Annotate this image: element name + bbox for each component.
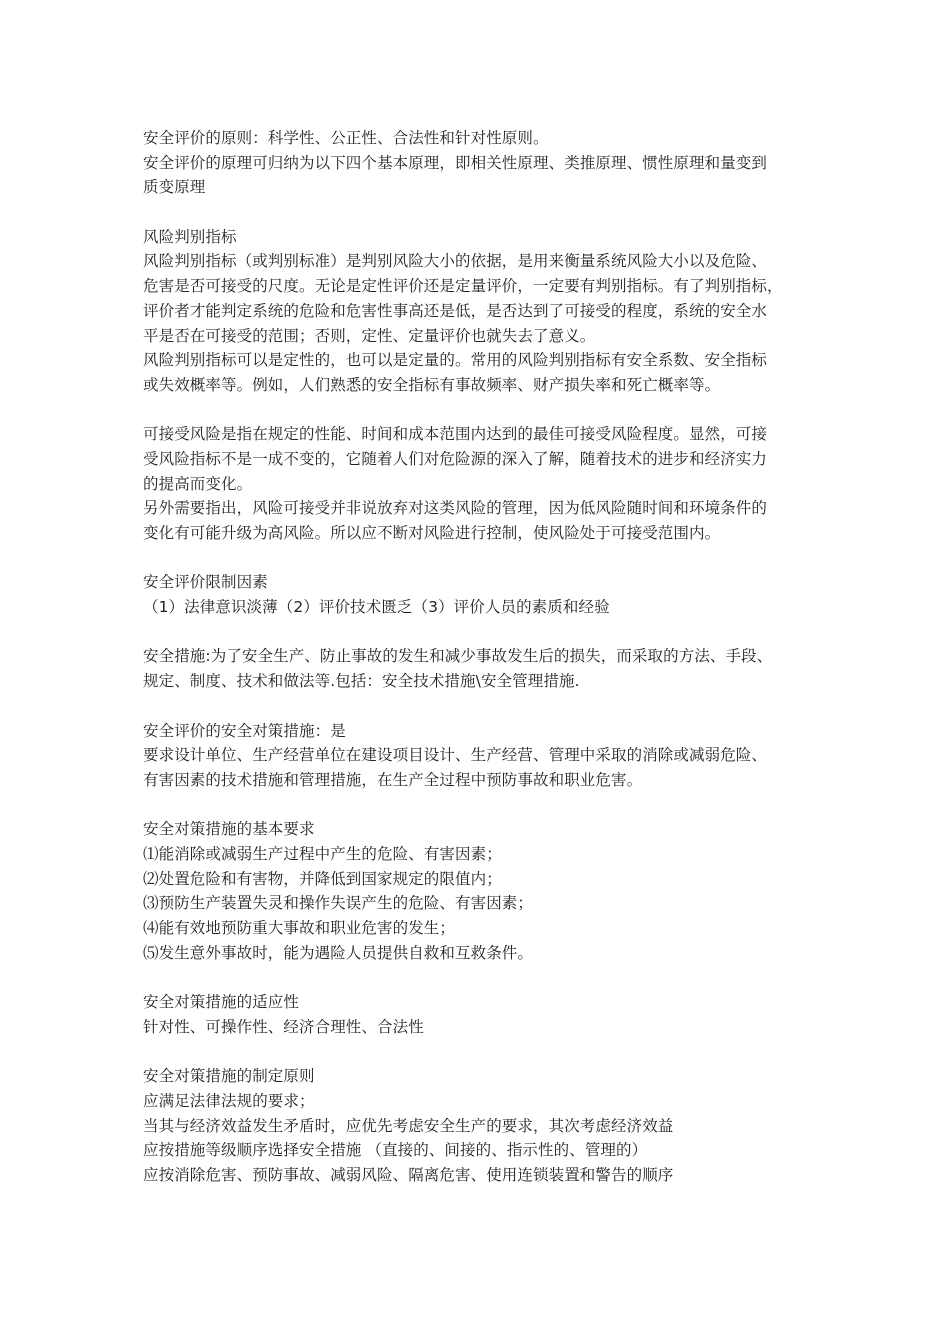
paragraph-line: 变化有可能升级为高风险。所以应不断对风险进行控制，使风险处于可接受范围内。: [143, 524, 721, 542]
list-item: ⑷能有效地预防重大事故和职业危害的发生；: [143, 919, 456, 937]
paragraph-line: 风险判别指标（或判别标准）是判别风险大小的依据，是用来衡量系统风险大小以及危险、: [143, 252, 768, 271]
paragraph-line: 评价者才能判定系统的危险和危害性事高还是低，是否达到了可接受的程度，系统的安全水: [143, 301, 768, 320]
blank-line: [143, 1039, 823, 1064]
paragraph-line: 风险判别指标可以是定性的，也可以是定量的。常用的风险判别指标有安全系数、安全指标: [143, 351, 768, 370]
paragraph-line: 安全评价的原理可归纳为以下四个基本原理，即相关性原理、类推原理、惯性原理和量变到: [143, 153, 768, 172]
document-body: [143, 126, 823, 1188]
list-item: ⑴能消除或减弱生产过程中产生的危险、有害因素；: [143, 844, 502, 863]
paragraph-line: 或失效概率等。例如，人们熟悉的安全指标有事故频率、财产损失率和死亡概率等。: [143, 375, 721, 394]
blank-line: [143, 546, 823, 571]
blank-line: [143, 694, 823, 719]
paragraph-line: 应按措施等级顺序选择安全措施 （直接的、间接的、指示性的、管理的）: [143, 1141, 648, 1160]
section-heading: 安全对策措施的制定原则: [143, 1067, 315, 1086]
paragraph-line: 危害是否可接受的尺度。无论是定性评价还是定量评价，一定要有判别指标。有了判别指标，: [143, 277, 783, 296]
paragraph-line: 另外需要指出，风险可接受并非说放弃对这类风险的管理，因为低风险随时间和环境条件的: [143, 499, 768, 518]
paragraph-line: 要求设计单位、生产经营单位在建设项目设计、生产经营、管理中采取的消除或减弱危险、: [143, 746, 768, 765]
paragraph-line: 应按消除危害、预防事故、减弱风险、隔离危害、使用连锁装置和警告的顺序: [143, 1165, 674, 1184]
paragraph-line: 质变原理: [143, 178, 206, 197]
paragraph-line: 可接受风险是指在规定的性能、时间和成本范围内达到的最佳可接受风险程度。显然，可接: [143, 425, 768, 444]
paragraph-line: 应满足法律法规的要求；: [143, 1091, 315, 1110]
paragraph-line: 平是否在可接受的范围；否则，定性、定量评价也就失去了意义。: [143, 326, 596, 345]
paragraph-line: （1）法律意识淡薄（2）评价技术匮乏（3）评价人员的素质和经验: [143, 598, 610, 617]
list-item: ⑸发生意外事故时，能为遇险人员提供自救和互救条件。: [143, 943, 534, 962]
paragraph-line: 安全评价的原则：科学性、公正性、合法性和针对性原则。: [143, 129, 549, 147]
blank-line: [143, 620, 823, 645]
blank-line: [143, 200, 823, 225]
section-heading: 风险判别指标: [143, 227, 237, 246]
section-heading: 安全对策措施的基本要求: [143, 820, 315, 839]
section-heading: 安全评价限制因素: [143, 573, 268, 592]
list-item: ⑶预防生产装置失灵和操作失误产生的危险、有害因素；: [143, 894, 534, 913]
blank-line: [143, 793, 823, 818]
paragraph-line: 安全措施:为了安全生产、防止事故的发生和减少事故发生后的损失，而采取的方法、手段、: [143, 647, 773, 666]
paragraph-line: 当其与经济效益发生矛盾时，应优先考虑安全生产的要求，其次考虑经济效益: [143, 1116, 674, 1135]
blank-line: [143, 398, 823, 423]
section-heading: 安全评价的安全对策措施：是: [143, 721, 346, 740]
paragraph-line: 受风险指标不是一成不变的，它随着人们对危险源的深入了解，随着技术的进步和经济实力: [143, 449, 768, 468]
paragraph-line: 有害因素的技术措施和管理措施，在生产全过程中预防事故和职业危害。: [143, 770, 643, 789]
blank-line: [143, 965, 823, 990]
paragraph-line: 针对性、可操作性、经济合理性、合法性: [143, 1017, 424, 1036]
section-heading: 安全对策措施的适应性: [143, 993, 300, 1012]
list-item: ⑵处置危险和有害物，并降低到国家规定的限值内；: [143, 869, 502, 888]
paragraph-line: 规定、制度、技术和做法等.包括：安全技术措施\安全管理措施.: [143, 672, 580, 691]
paragraph-line: 的提高而变化。: [143, 474, 253, 493]
